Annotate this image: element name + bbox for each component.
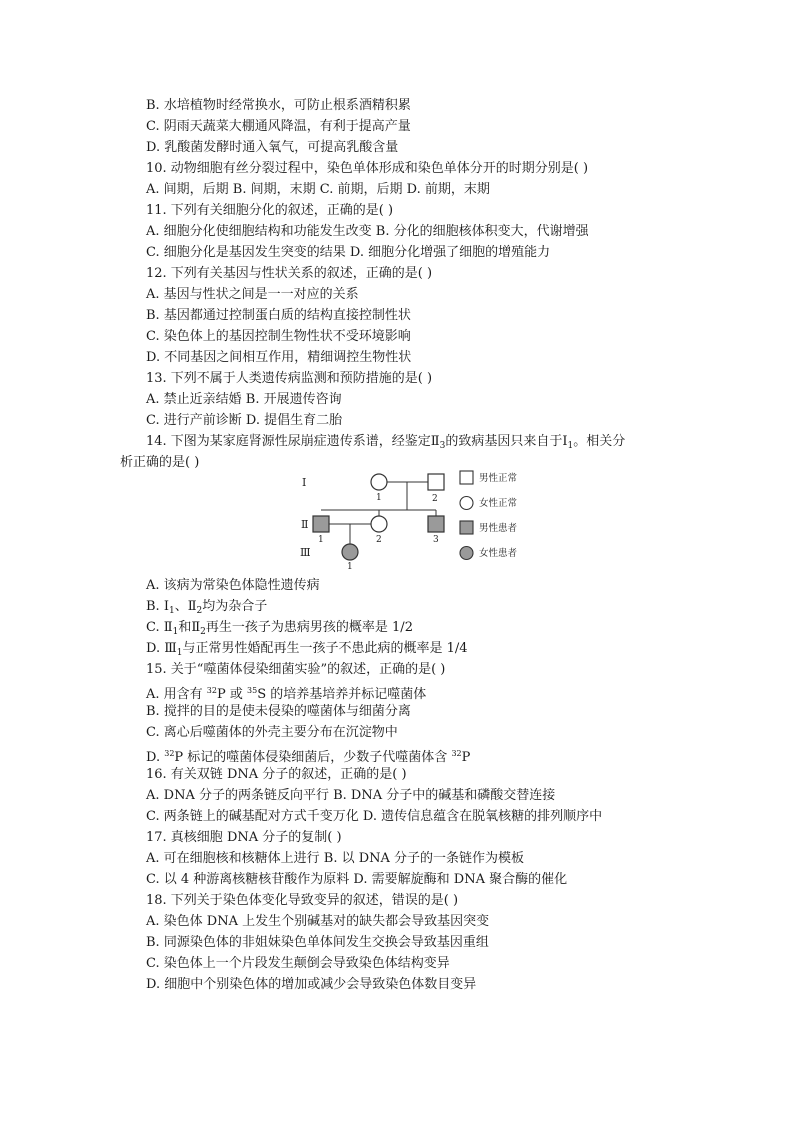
option-line: D. 乳酸菌发酵时通入氧气，可提高乳酸含量 — [146, 140, 399, 155]
option-line: C. 进行产前诊断 D. 提倡生育二胎 — [146, 413, 343, 428]
legend-male-normal-label: 男性正常 — [479, 473, 518, 484]
legend-male-normal-icon — [460, 471, 473, 484]
option-line: B. 搅拌的目的是使未侵染的噬菌体与细菌分离 — [146, 704, 411, 719]
individual-ii2-female-normal — [371, 516, 387, 532]
individual-iii1-female-affected — [342, 544, 358, 560]
option-line: A. 染色体 DNA 上发生个别碱基对的缺失都会导致基因突变 — [146, 914, 490, 929]
question-13: 13. 下列不属于人类遗传病监测和预防措施的是( ) — [146, 371, 433, 386]
individual-number: 2 — [376, 535, 382, 545]
option-line: B. $Ⅰ_1$、$Ⅱ_2$均为杂合子 — [146, 599, 268, 616]
option-line: C. 染色体上一个片段发生颠倒会导致染色体结构变异 — [146, 956, 450, 971]
option-line: C. 离心后噬菌体的外壳主要分布在沉淀物中 — [146, 725, 398, 740]
question-11: 11. 下列有关细胞分化的叙述，正确的是( ) — [146, 203, 394, 218]
question-15: 15. 关于“噬菌体侵染细菌实验”的叙述，正确的是( ) — [146, 662, 446, 677]
option-line: D. 细胞中个别染色体的增加或减少会导致染色体数目变异 — [146, 977, 477, 992]
option-line: A. 禁止近亲结婚 B. 开展遗传咨询 — [146, 392, 342, 407]
option-line: A. 可在细胞核和核糖体上进行 B. 以 DNA 分子的一条链作为模板 — [146, 851, 525, 866]
option-line: D. 不同基因之间相互作用，精细调控生物性状 — [146, 350, 412, 365]
generation-label: Ⅰ — [302, 476, 307, 489]
option-line: B. 基因都通过控制蛋白质的结构直接控制性状 — [146, 308, 411, 323]
question-12: 12. 下列有关基因与性状关系的叙述，正确的是( ) — [146, 266, 433, 281]
legend-female-normal-label: 女性正常 — [479, 498, 518, 509]
legend-male-affected-icon — [460, 521, 473, 534]
option-line: A. 用含有 $^{32}$P 或 $^{35}$S 的培养基培养并标记噬菌体 — [146, 686, 427, 702]
legend-female-affected-label: 女性患者 — [479, 548, 518, 559]
question-18: 18. 下列关于染色体变化导致变异的叙述，错误的是( ) — [146, 893, 459, 908]
individual-ii3-male-affected — [428, 516, 444, 532]
option-line: A. 间期，后期 B. 间期，末期 C. 前期，后期 D. 前期，末期 — [146, 182, 490, 197]
question-16: 16. 有关双链 DNA 分子的叙述，正确的是( ) — [146, 767, 407, 782]
individual-number: 2 — [432, 494, 438, 504]
individual-number: 1 — [376, 493, 382, 503]
option-line: C. 细胞分化是基因发生突变的结果 D. 细胞分化增强了细胞的增殖能力 — [146, 245, 551, 260]
individual-ii1-male-affected — [313, 516, 329, 532]
option-line: A. 细胞分化使细胞结构和功能发生改变 B. 分化的细胞核体积变大，代谢增强 — [146, 224, 589, 239]
option-line: D. $^{32}$P 标记的噬菌体侵染细菌后，少数子代噬菌体含 $^{32}$P — [146, 749, 471, 765]
option-line: A. DNA 分子的两条链反向平行 B. DNA 分子中的碱基和磷酸交替连接 — [146, 788, 556, 803]
option-line: B. 水培植物时经常换水，可防止根系酒精积累 — [146, 98, 411, 113]
individual-number: 3 — [433, 535, 439, 545]
option-line: C. 两条链上的碱基配对方式千变万化 D. 遗传信息蕴含在脱氧核糖的排列顺序中 — [146, 809, 603, 824]
option-line: C. $Ⅱ_1$和$Ⅱ_2$再生一孩子为患病男孩的概率是 1/2 — [146, 620, 413, 637]
question-14-cont: 析正确的是( ) — [120, 455, 200, 470]
individual-i1-female-normal — [371, 474, 387, 490]
question-10: 10. 动物细胞有丝分裂过程中，染色单体形成和染色单体分开的时期分别是( ) — [146, 161, 589, 176]
legend-male-affected-label: 男性患者 — [479, 523, 518, 534]
individual-number: 1 — [318, 535, 324, 545]
pedigree-diagram — [296, 466, 536, 570]
option-line: B. 同源染色体的非姐妹染色单体间发生交换会导致基因重组 — [146, 935, 489, 950]
option-line: C. 染色体上的基因控制生物性状不受环境影响 — [146, 329, 411, 344]
generation-label: Ⅱ — [301, 518, 309, 531]
pedigree-svg — [296, 466, 536, 570]
question-17: 17. 真核细胞 DNA 分子的复制( ) — [146, 830, 342, 845]
legend-female-normal-icon — [460, 497, 473, 510]
option-line: A. 该病为常染色体隐性遗传病 — [146, 578, 320, 593]
individual-i2-male-normal — [428, 474, 444, 490]
individual-number: 1 — [347, 562, 353, 570]
option-line: A. 基因与性状之间是一一对应的关系 — [146, 287, 359, 302]
legend-female-affected-icon — [460, 547, 473, 560]
option-line: C. 以 4 种游离核糖核苷酸作为原料 D. 需要解旋酶和 DNA 聚合酶的催化 — [146, 872, 568, 887]
question-14: 14. 下图为某家庭肾源性尿崩症遗传系谱，经鉴定$Ⅱ_3$的致病基因只来自于$Ⅰ_1$。相关分 — [146, 434, 626, 451]
option-line: C. 阴雨天蔬菜大棚通风降温，有利于提高产量 — [146, 119, 411, 134]
option-line: D. $Ⅲ_1$与正常男性婚配再生一孩子不患此病的概率是 1/4 — [146, 641, 468, 658]
generation-label: Ⅲ — [300, 546, 311, 559]
